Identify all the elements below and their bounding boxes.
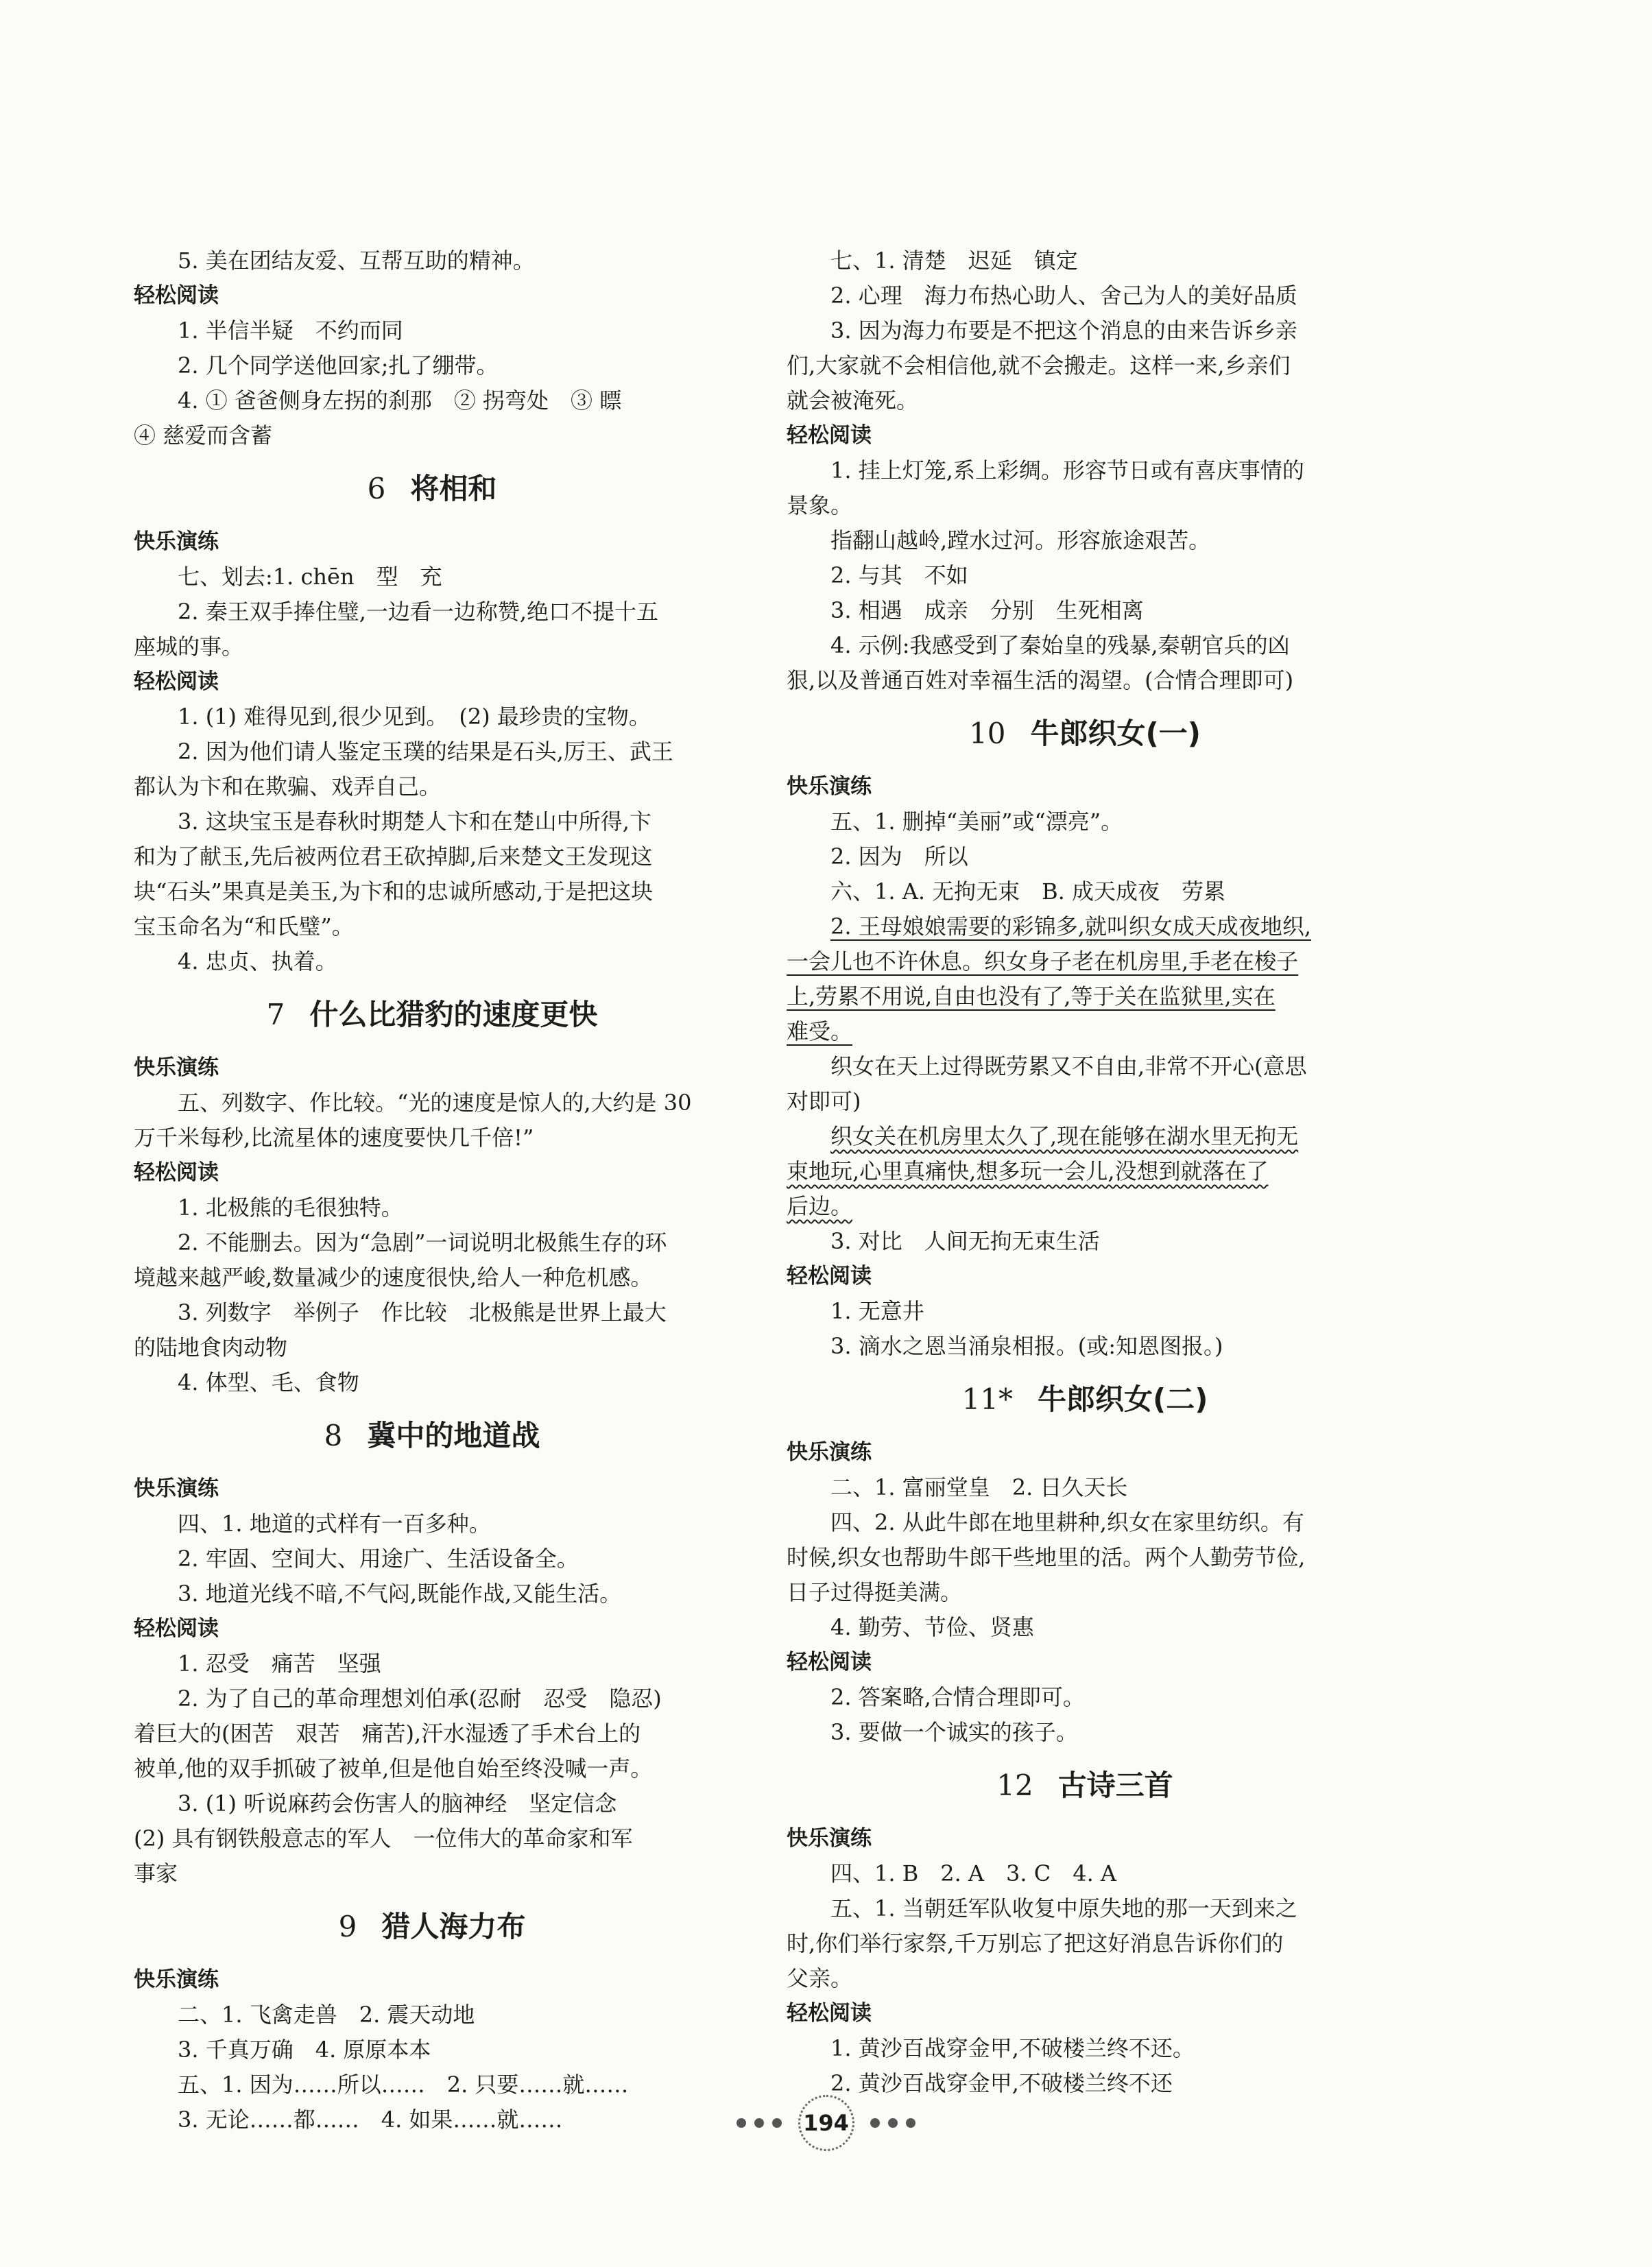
answer-text: 1. (1) 难得见到,很少见到。 (2) 最珍贵的宝物。	[178, 704, 651, 730]
section-heading: 轻松阅读	[134, 669, 219, 694]
answer-text: 四、2. 从此牛郎在地里耕种,织女在家里纺织。有	[830, 1509, 1304, 1535]
answer-text: 5. 美在团结友爱、互帮互助的精神。	[178, 248, 535, 274]
answer-line	[134, 1507, 730, 1542]
answer-text: 3. 地道光线不暗,不气闷,既能作战,又能生活。	[178, 1581, 622, 1607]
section-heading: 快乐演练	[787, 1826, 872, 1851]
answer-line	[134, 874, 730, 909]
answer-text: 3. 因为海力布要是不把这个消息的由来告诉乡亲	[830, 317, 1297, 344]
answer-text: 1. 挂上灯笼,系上彩绸。形容节日或有喜庆事情的	[830, 457, 1304, 483]
answer-text: 一会儿也不许休息。织女身子老在机房里,手老在梭子	[787, 948, 1299, 974]
answer-line	[134, 595, 730, 629]
answer-text: 2. 几个同学送他回家;扎了绷带。	[178, 352, 499, 379]
answer-text: 2. 与其 不如	[830, 562, 968, 588]
section-heading: 快乐演练	[134, 1967, 219, 1992]
answer-line	[787, 523, 1383, 558]
answer-text: 3. 这块宝玉是春秋时期楚人卞和在楚山中所得,卞	[178, 808, 651, 835]
right-column	[787, 243, 1383, 2101]
answer-line	[787, 313, 1383, 348]
answer-text: 织女关在机房里太久了,现在能够在湖水里无拘无	[830, 1123, 1299, 1149]
lesson-title	[787, 698, 1383, 769]
answer-line	[787, 944, 1383, 979]
section-heading: 快乐演练	[787, 1440, 872, 1465]
lesson-title-text: 猎人海力布	[381, 1910, 526, 1943]
answer-line	[787, 628, 1383, 663]
section-heading: 轻松阅读	[787, 1264, 872, 1288]
answer-text: 时,你们举行家祭,千万别忘了把这好消息告诉你们的	[787, 1930, 1284, 1956]
answer-line	[787, 1505, 1383, 1540]
answer-line	[787, 1189, 1383, 1224]
lesson-title-text: 牛郎织女(二)	[1038, 1382, 1208, 1416]
answer-line	[134, 1856, 730, 1891]
lesson-number: 6	[367, 472, 386, 505]
answer-text: 1. 黄沙百战穿金甲,不破楼兰终不还。	[830, 2035, 1195, 2061]
answer-text: 3. 对比 人间无拘无束生活	[830, 1228, 1100, 1254]
answer-line	[134, 418, 730, 453]
answer-text: 3. 千真万确 4. 原原本本	[178, 2037, 431, 2063]
answer-line	[134, 560, 730, 595]
lesson-number: 11*	[961, 1382, 1014, 1416]
answer-line	[134, 348, 730, 383]
section-heading: 快乐演练	[134, 1055, 219, 1080]
answer-text: 后边。	[787, 1193, 853, 1219]
answer-line	[134, 1786, 730, 1821]
answer-line	[134, 1716, 730, 1751]
answer-line	[134, 1821, 730, 1856]
answer-line	[787, 1961, 1383, 1996]
section-heading: 轻松阅读	[134, 283, 219, 308]
answer-text: 1. 北极熊的毛很独特。	[178, 1195, 403, 1221]
answer-line	[787, 1014, 1383, 1049]
answer-line	[787, 1294, 1383, 1329]
answer-text: 1. 半信半疑 不约而同	[178, 317, 403, 344]
left-column	[134, 243, 730, 2137]
answer-line	[134, 243, 730, 278]
answer-line	[787, 593, 1383, 628]
answer-line	[134, 2032, 730, 2067]
lesson-number: 12	[996, 1768, 1033, 1802]
answer-text: 五、1. 删掉“美丽”或“漂亮”。	[830, 808, 1123, 835]
lesson-title	[134, 453, 730, 525]
answer-line	[787, 1119, 1383, 1154]
lesson-title	[787, 1750, 1383, 1821]
answer-text: 指翻山越岭,蹚水过河。形容旅途艰苦。	[830, 527, 1211, 553]
answer-text: 万千米每秒,比流星体的速度要快几千倍!”	[134, 1125, 534, 1151]
answer-line	[787, 278, 1383, 313]
lesson-title	[134, 979, 730, 1051]
answer-text: 2. 不能删去。因为“急剧”一词说明北极熊生存的环	[178, 1230, 667, 1256]
answer-line	[787, 1084, 1383, 1119]
answer-line	[787, 1470, 1383, 1505]
answer-line	[134, 909, 730, 944]
answer-line	[787, 979, 1383, 1014]
answer-text: 4. 忠贞、执着。	[178, 948, 337, 974]
answer-text: 4. 体型、毛、食物	[178, 1369, 359, 1395]
answer-line	[787, 839, 1383, 874]
lesson-title-text: 牛郎织女(一)	[1030, 717, 1201, 750]
answer-text: 2. 为了自己的革命理想刘伯承(忍耐 忍受 隐忍)	[178, 1686, 662, 1712]
answer-text: 们,大家就不会相信他,就不会搬走。这样一来,乡亲们	[787, 352, 1291, 379]
answer-line	[787, 1540, 1383, 1575]
section-heading: 快乐演练	[134, 529, 219, 554]
answer-line	[134, 1190, 730, 1225]
answer-text: 五、1. 因为……所以…… 2. 只要……就……	[178, 2072, 629, 2098]
answer-text: 事家	[134, 1860, 178, 1886]
answer-text: 3. 相遇 成亲 分别 生死相离	[830, 597, 1144, 623]
answer-text: 日子过得挺美满。	[787, 1579, 963, 1605]
answer-text: 难受。	[787, 1018, 853, 1044]
answer-text: 就会被淹死。	[787, 387, 919, 413]
answer-text: 狠,以及普通百姓对幸福生活的渴望。(合情合理即可)	[787, 667, 1294, 693]
answer-line	[134, 1120, 730, 1155]
answer-text: 2. 牢固、空间大、用途广、生活设备全。	[178, 1546, 579, 1572]
answer-text: 2. 黄沙百战穿金甲,不破楼兰终不还	[830, 2070, 1173, 2096]
answer-text: 着巨大的(困苦 艰苦 痛苦),汗水湿透了手术台上的	[134, 1720, 641, 1747]
answer-line	[787, 488, 1383, 523]
answer-text: 2. 心理 海力布热心助人、舍己为人的美好品质	[830, 283, 1297, 309]
answer-text: 六、1. A. 无拘无束 B. 成天成夜 劳累	[830, 878, 1226, 904]
answer-line	[134, 1751, 730, 1786]
lesson-title-text: 古诗三首	[1057, 1768, 1173, 1802]
answer-text: 2. 因为他们请人鉴定玉璞的结果是石头,厉王、武王	[178, 739, 673, 765]
answer-line	[134, 1085, 730, 1120]
footer-dot	[754, 2118, 764, 2128]
answer-line	[787, 1329, 1383, 1364]
answer-text: 七、1. 清楚 迟延 镇定	[830, 248, 1078, 274]
answer-text: 七、划去:1. chēn 型 充	[178, 564, 442, 590]
answer-line	[134, 383, 730, 418]
lesson-title	[134, 1891, 730, 1963]
answer-text: 4. 示例:我感受到了秦始皇的残暴,秦朝官兵的凶	[830, 632, 1290, 658]
answer-text: 1. 忍受 痛苦 坚强	[178, 1651, 381, 1677]
answer-line	[134, 1225, 730, 1260]
answer-text: 景象。	[787, 492, 853, 518]
answer-text: 2. 因为 所以	[830, 843, 968, 869]
answer-line	[787, 383, 1383, 418]
lesson-title	[134, 1400, 730, 1472]
footer-dot	[870, 2118, 880, 2128]
answer-text: 时候,织女也帮助牛郎干些地里的活。两个人勤劳节俭,	[787, 1544, 1306, 1570]
answer-line	[134, 629, 730, 664]
footer-dot	[906, 2118, 915, 2128]
answer-text: 境越来越严峻,数量减少的速度很快,给人一种危机感。	[134, 1264, 653, 1291]
answer-text: 束地玩,心里真痛快,想多玩一会儿,没想到就落在了	[787, 1158, 1269, 1184]
answer-line	[787, 1154, 1383, 1189]
answer-text: 上,劳累不用说,自由也没有了,等于关在监狱里,实在	[787, 983, 1276, 1009]
answer-line	[134, 699, 730, 734]
answer-text: 织女在天上过得既劳累又不自由,非常不开心(意思	[830, 1053, 1307, 1079]
answer-text: 父亲。	[787, 1965, 853, 1991]
answer-line	[787, 1575, 1383, 1610]
answer-text: 座城的事。	[134, 634, 244, 660]
answer-line	[134, 1646, 730, 1681]
answer-line	[134, 1576, 730, 1611]
answer-line	[787, 348, 1383, 383]
footer-dot	[888, 2118, 898, 2128]
lesson-title-text: 冀中的地道战	[367, 1419, 540, 1452]
answer-text: 二、1. 飞禽走兽 2. 震天动地	[178, 2002, 475, 2028]
lesson-number: 9	[338, 1910, 357, 1943]
answer-line	[787, 874, 1383, 909]
lesson-title-text: 什么比猎豹的速度更快	[309, 998, 598, 1031]
answer-line	[787, 1049, 1383, 1084]
answer-text: 五、1. 当朝廷军队收复中原失地的那一天到来之	[830, 1895, 1297, 1921]
section-heading: 轻松阅读	[134, 1160, 219, 1185]
answer-line	[787, 558, 1383, 593]
section-heading: 快乐演练	[787, 774, 872, 799]
answer-text: 3. 要做一个诚实的孩子。	[830, 1719, 1078, 1745]
answer-text: 四、1. 地道的式样有一百多种。	[178, 1511, 491, 1537]
answer-text: 1. 无意井	[830, 1298, 924, 1324]
answer-text: 宝玉命名为“和氏璧”。	[134, 913, 354, 939]
lesson-number: 10	[969, 717, 1006, 750]
answer-line	[134, 839, 730, 874]
footer-dot	[737, 2118, 746, 2128]
footer-dot	[772, 2118, 782, 2128]
answer-line	[787, 1715, 1383, 1750]
answer-text: 块“石头”果真是美玉,为卞和的忠诚所感动,于是把这块	[134, 878, 654, 904]
answer-text: 2. 秦王双手捧住璧,一边看一边称赞,绝口不提十五	[178, 599, 659, 625]
answer-line	[787, 804, 1383, 839]
answer-text: 都认为卞和在欺骗、戏弄自己。	[134, 773, 442, 800]
answer-line	[134, 804, 730, 839]
answer-line	[787, 1856, 1383, 1891]
answer-line	[134, 944, 730, 979]
answer-text: 3. (1) 听说麻药会伤害人的脑神经 坚定信念	[178, 1790, 617, 1816]
answer-line	[134, 1681, 730, 1716]
answer-line	[134, 1365, 730, 1400]
answer-text: 3. 滴水之恩当涌泉相报。(或:知恩图报。)	[830, 1333, 1223, 1359]
answer-line	[787, 1224, 1383, 1259]
answer-line	[787, 243, 1383, 278]
lesson-number: 7	[266, 998, 285, 1031]
lesson-number: 8	[324, 1419, 343, 1452]
answer-text: ④ 慈爱而含蓄	[134, 422, 273, 448]
answer-text: 4. ① 爸爸侧身左拐的刹那 ② 拐弯处 ③ 瞟	[178, 387, 622, 413]
page-footer	[0, 2095, 1652, 2151]
answer-text: 对即可)	[787, 1088, 861, 1114]
lesson-title	[787, 1364, 1383, 1435]
answer-line	[134, 1542, 730, 1576]
answer-text: 和为了献玉,先后被两位君王砍掉脚,后来楚文王发现这	[134, 843, 653, 869]
answer-line	[134, 1295, 730, 1330]
answer-text: (2) 具有钢铁般意志的军人 一位伟大的革命家和军	[134, 1825, 633, 1851]
answer-line	[134, 313, 730, 348]
answer-text: 二、1. 富丽堂皇 2. 日久天长	[830, 1474, 1128, 1500]
answer-line	[134, 769, 730, 804]
answer-text: 2. 答案略,合情合理即可。	[830, 1684, 1085, 1710]
answer-line	[787, 453, 1383, 488]
answer-line	[787, 2031, 1383, 2066]
answer-line	[134, 1998, 730, 2032]
answer-line	[134, 1260, 730, 1295]
answer-line	[787, 1680, 1383, 1715]
section-heading: 快乐演练	[134, 1476, 219, 1501]
section-heading: 轻松阅读	[134, 1616, 219, 1641]
answer-line	[787, 663, 1383, 698]
section-heading: 轻松阅读	[787, 2001, 872, 2026]
answer-text: 3. 无论……都…… 4. 如果……就……	[178, 2107, 563, 2133]
answer-line	[134, 1330, 730, 1365]
answer-text: 3. 列数字 举例子 作比较 北极熊是世界上最大	[178, 1299, 667, 1326]
answer-line	[787, 1610, 1383, 1645]
answer-text: 被单,他的双手抓破了被单,但是他自始至终没喊一声。	[134, 1755, 653, 1782]
section-heading: 轻松阅读	[787, 1650, 872, 1675]
answer-text: 2. 王母娘娘需要的彩锦多,就叫织女成天成夜地织,	[830, 913, 1312, 939]
answer-line	[134, 734, 730, 769]
section-heading: 轻松阅读	[787, 423, 872, 448]
answer-text: 四、1. B 2. A 3. C 4. A	[830, 1860, 1117, 1886]
lesson-title-text: 将相和	[410, 472, 497, 505]
answer-line	[787, 1891, 1383, 1926]
answer-text: 4. 勤劳、节俭、贤惠	[830, 1614, 1034, 1640]
page-number: 194	[798, 2095, 854, 2151]
answer-line	[787, 909, 1383, 944]
answer-text: 的陆地食肉动物	[134, 1334, 288, 1360]
answer-text: 五、列数字、作比较。“光的速度是惊人的,大约是 30	[178, 1090, 692, 1116]
answer-line	[787, 1926, 1383, 1961]
